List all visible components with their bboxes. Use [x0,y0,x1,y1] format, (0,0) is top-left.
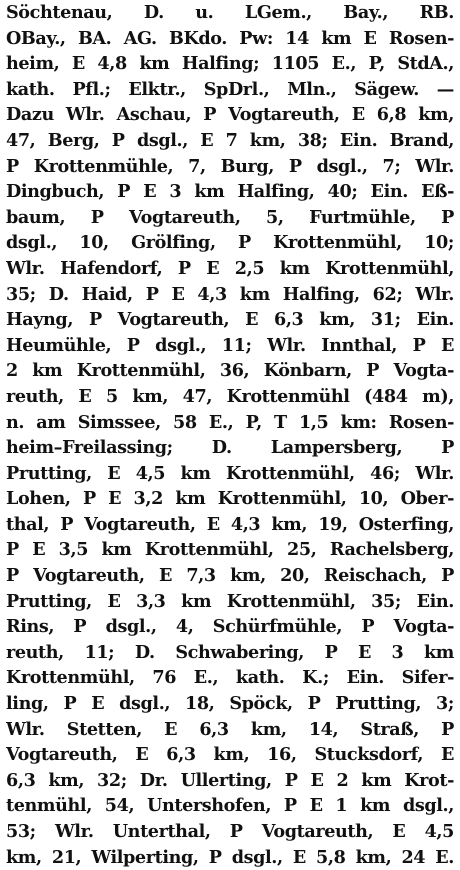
text-line: Wlr. Stetten, E 6,3 km, 14, Straß, P [6,718,454,740]
text-line: 53; Wlr. Unterthal, P Vogtareuth, E 4,5 [6,821,454,842]
text-line: reuth, 11; D. Schwabering, P E 3 km [6,641,454,663]
text-line: Wlr. Hafendorf, P E 2,5 km Krottenmühl, [6,257,454,279]
text-line: kath. Pfl.; Elktr., SpDrl., Mln., Sägew. — [6,78,454,100]
text-line: km, 21, Wilperting, P dsgl., E 5,8 km, 24 E. [6,846,454,868]
text-line: 2 km Krottenmühl, 36, Könbarn, P Vogta- [6,360,454,382]
text-line: P Krottenmühle, 7, Burg, P dsgl., 7; Wlr. [6,155,454,177]
text-line: ling, P E dsgl., 18, Spöck, P Prutting, 3; [6,693,454,715]
text-line: Söchtenau, D. u. LGem., Bay., RB. [6,2,454,23]
text-line: dsgl., 10, Grölfing, P Krottenmühl, 10; [6,232,454,254]
text-line: heim, E 4,8 km Halfing; 1105 E., P, StdA., [6,53,454,75]
text-line: tenmühl, 54, Untershofen, P E 1 km dsgl., [6,795,454,817]
text-line: Rins, P dsgl., 4, Schürfmühle, P Vogta- [6,616,454,638]
text-line: Krottenmühl, 76 E., kath. K.; Ein. Sifer- [6,667,454,689]
text-line: 6,3 km, 32; Dr. Ullerting, P E 2 km Krot- [6,769,454,791]
text-line: reuth, E 5 km, 47, Krottenmühl (484 m), [6,385,454,407]
text-line: P Vogtareuth, E 7,3 km, 20, Reischach, P [6,565,454,587]
text-line: baum, P Vogtareuth, 5, Furtmühle, P [6,206,454,228]
text-line: Prutting, E 4,5 km Krottenmühl, 46; Wlr. [6,462,454,484]
text-line: Heumühle, P dsgl., 11; Wlr. Innthal, P E [6,334,454,356]
text-line: 35; D. Haid, P E 4,3 km Halfing, 62; Wlr. [6,283,454,305]
text-line: heim–Freilassing; D. Lampersberg, P [6,437,454,459]
text-line: n. am Simssee, 58 E., P, T 1,5 km: Rosen- [6,411,454,433]
text-line: P E 3,5 km Krottenmühl, 25, Rachelsberg, [6,539,454,561]
text-line: 47, Berg, P dsgl., E 7 km, 38; Ein. Brand, [6,129,454,151]
text-line: Hayng, P Vogtareuth, E 6,3 km, 31; Ein. [6,309,454,331]
text-line: thal, P Vogtareuth, E 4,3 km, 19, Osterfing, [6,513,454,535]
text-line: Lohen, P E 3,2 km Krottenmühl, 10, Ober- [6,488,454,510]
text-line: Dingbuch, P E 3 km Halfing, 40; Ein. Eß- [6,181,454,203]
text-line: Vogtareuth, E 6,3 km, 16, Stucksdorf, E [6,744,454,766]
text-line: OBay., BA. AG. BKdo. Pw: 14 km E Rosen- [6,27,454,49]
text-line: Dazu Wlr. Aschau, P Vogtareuth, E 6,8 km, [6,104,454,126]
text-line: Prutting, E 3,3 km Krottenmühl, 35; Ein. [6,590,454,612]
